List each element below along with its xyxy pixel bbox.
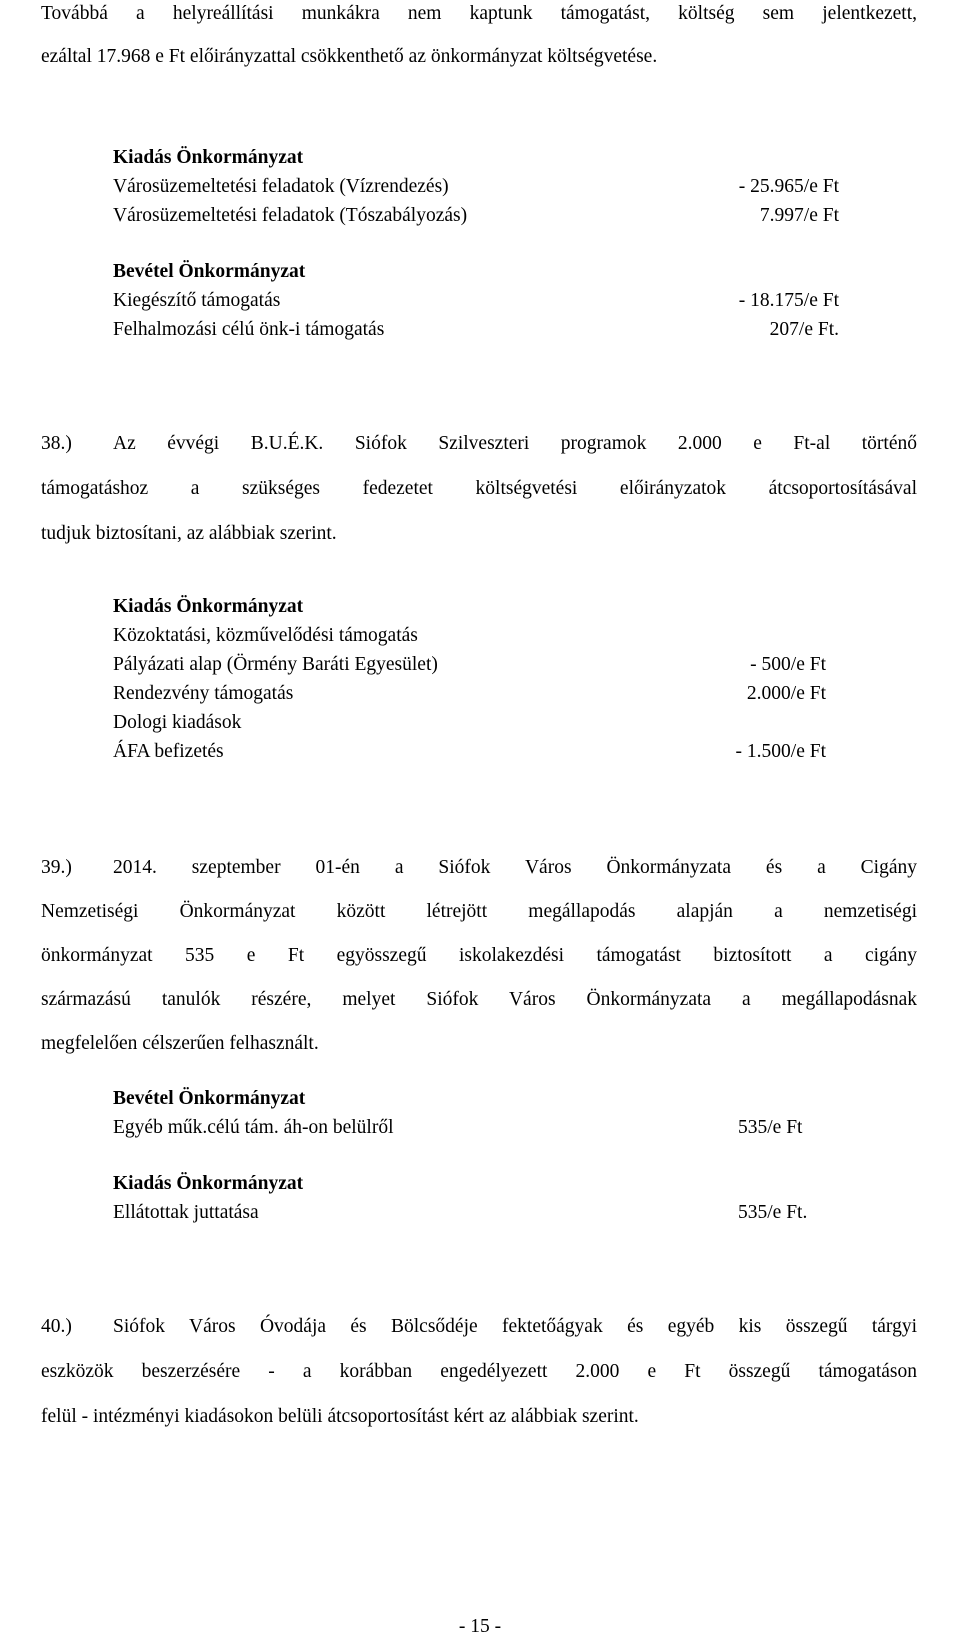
section38-item-3-label: Rendezvény támogatás <box>113 683 294 704</box>
section38-line-3: tudjuk biztosítani, az alábbiak szerint. <box>41 523 337 544</box>
section38-item-2-amount: - 500/e Ft <box>750 654 826 675</box>
block1-kiadas-item-2-amount: 7.997/e Ft <box>759 205 839 226</box>
block1-bevetel-heading: Bevétel Önkormányzat <box>113 261 306 282</box>
block1-kiadas-item-1-label: Városüzemeltetési feladatok (Vízrendezés) <box>113 176 449 197</box>
block1-kiadas-heading: Kiadás Önkormányzat <box>113 147 304 168</box>
block1-bevetel-item-1-amount: - 18.175/e Ft <box>738 290 839 311</box>
block1-bevetel-item-1-label: Kiegészítő támogatás <box>113 290 281 311</box>
block1-kiadas-item-1-amount: - 25.965/e Ft <box>738 176 839 197</box>
section40-line-1: Siófok Város Óvodája és Bölcsődéje fektetőágyak és egyéb kis összegű tárgyi <box>113 1316 917 1337</box>
section38-item-2-label: Pályázati alap (Örmény Baráti Egyesület) <box>113 654 438 675</box>
section38-number: 38.) <box>41 433 72 454</box>
section40-line-3: felül - intézményi kiadásokon belüli átcsoportosítást kért az alábbiak szerint. <box>41 1406 639 1427</box>
section39-line-2: Nemzetiségi Önkormányzat között létrejött megállapodás alapján a nemzetiségi <box>41 901 917 922</box>
section38-line-2: támogatáshoz a szükséges fedezetet költségvetési előirányzatok átcsoportosításával <box>41 478 917 499</box>
section39-line-4: származású tanulók részére, melyet Siófok Város Önkormányzata a megállapodásnak <box>41 989 917 1010</box>
section39-line-1: 2014. szeptember 01-én a Siófok Város Önkormányzata és a Cigány <box>113 857 917 878</box>
section38-line-1: Az évvégi B.U.É.K. Siófok Szilveszteri programok 2.000 e Ft-al történő <box>113 433 917 454</box>
block1-bevetel-item-2-label: Felhalmozási célú önk-i támogatás <box>113 319 385 340</box>
section39-bevetel-item-label: Egyéb műk.célú tám. áh-on belülről <box>113 1117 394 1138</box>
section39-kiadas-item-amount: 535/e Ft. <box>738 1202 808 1223</box>
block1-bevetel-item-2-amount: 207/e Ft. <box>769 319 839 340</box>
page-number: - 15 - <box>458 1616 502 1637</box>
section38-item-5-label: ÁFA befizetés <box>113 741 224 762</box>
section39-bevetel-heading: Bevétel Önkormányzat <box>113 1088 306 1109</box>
section39-kiadas-item-label: Ellátottak juttatása <box>113 1202 259 1223</box>
section38-item-3-amount: 2.000/e Ft <box>746 683 826 704</box>
section38-item-5-amount: - 1.500/e Ft <box>735 741 826 762</box>
section40-line-2: eszközök beszerzésére - a korábban engedélyezett 2.000 e Ft összegű támogatáson <box>41 1361 917 1382</box>
section39-kiadas-heading: Kiadás Önkormányzat <box>113 1173 304 1194</box>
intro-line-1: Továbbá a helyreállítási munkákra nem kaptunk támogatást, költség sem jelentkezett, <box>41 3 917 24</box>
section39-bevetel-item-amount: 535/e Ft <box>738 1117 803 1138</box>
intro-line-2: ezáltal 17.968 e Ft előirányzattal csökkenthető az önkormányzat költségvetése. <box>41 46 658 67</box>
section40-number: 40.) <box>41 1316 72 1337</box>
section39-line-3: önkormányzat 535 e Ft egyösszegű iskolakezdési támogatást biztosított a cigány <box>41 945 917 966</box>
block1-kiadas-item-2-label: Városüzemeltetési feladatok (Tószabályozás) <box>113 205 468 226</box>
section39-line-5: megfelelően célszerűen felhasznált. <box>41 1033 319 1054</box>
section38-item-4-label: Dologi kiadások <box>113 712 242 733</box>
section39-number: 39.) <box>41 857 72 878</box>
section38-kiadas-heading: Kiadás Önkormányzat <box>113 596 304 617</box>
section38-item-1-label: Közoktatási, közművelődési támogatás <box>113 625 418 646</box>
